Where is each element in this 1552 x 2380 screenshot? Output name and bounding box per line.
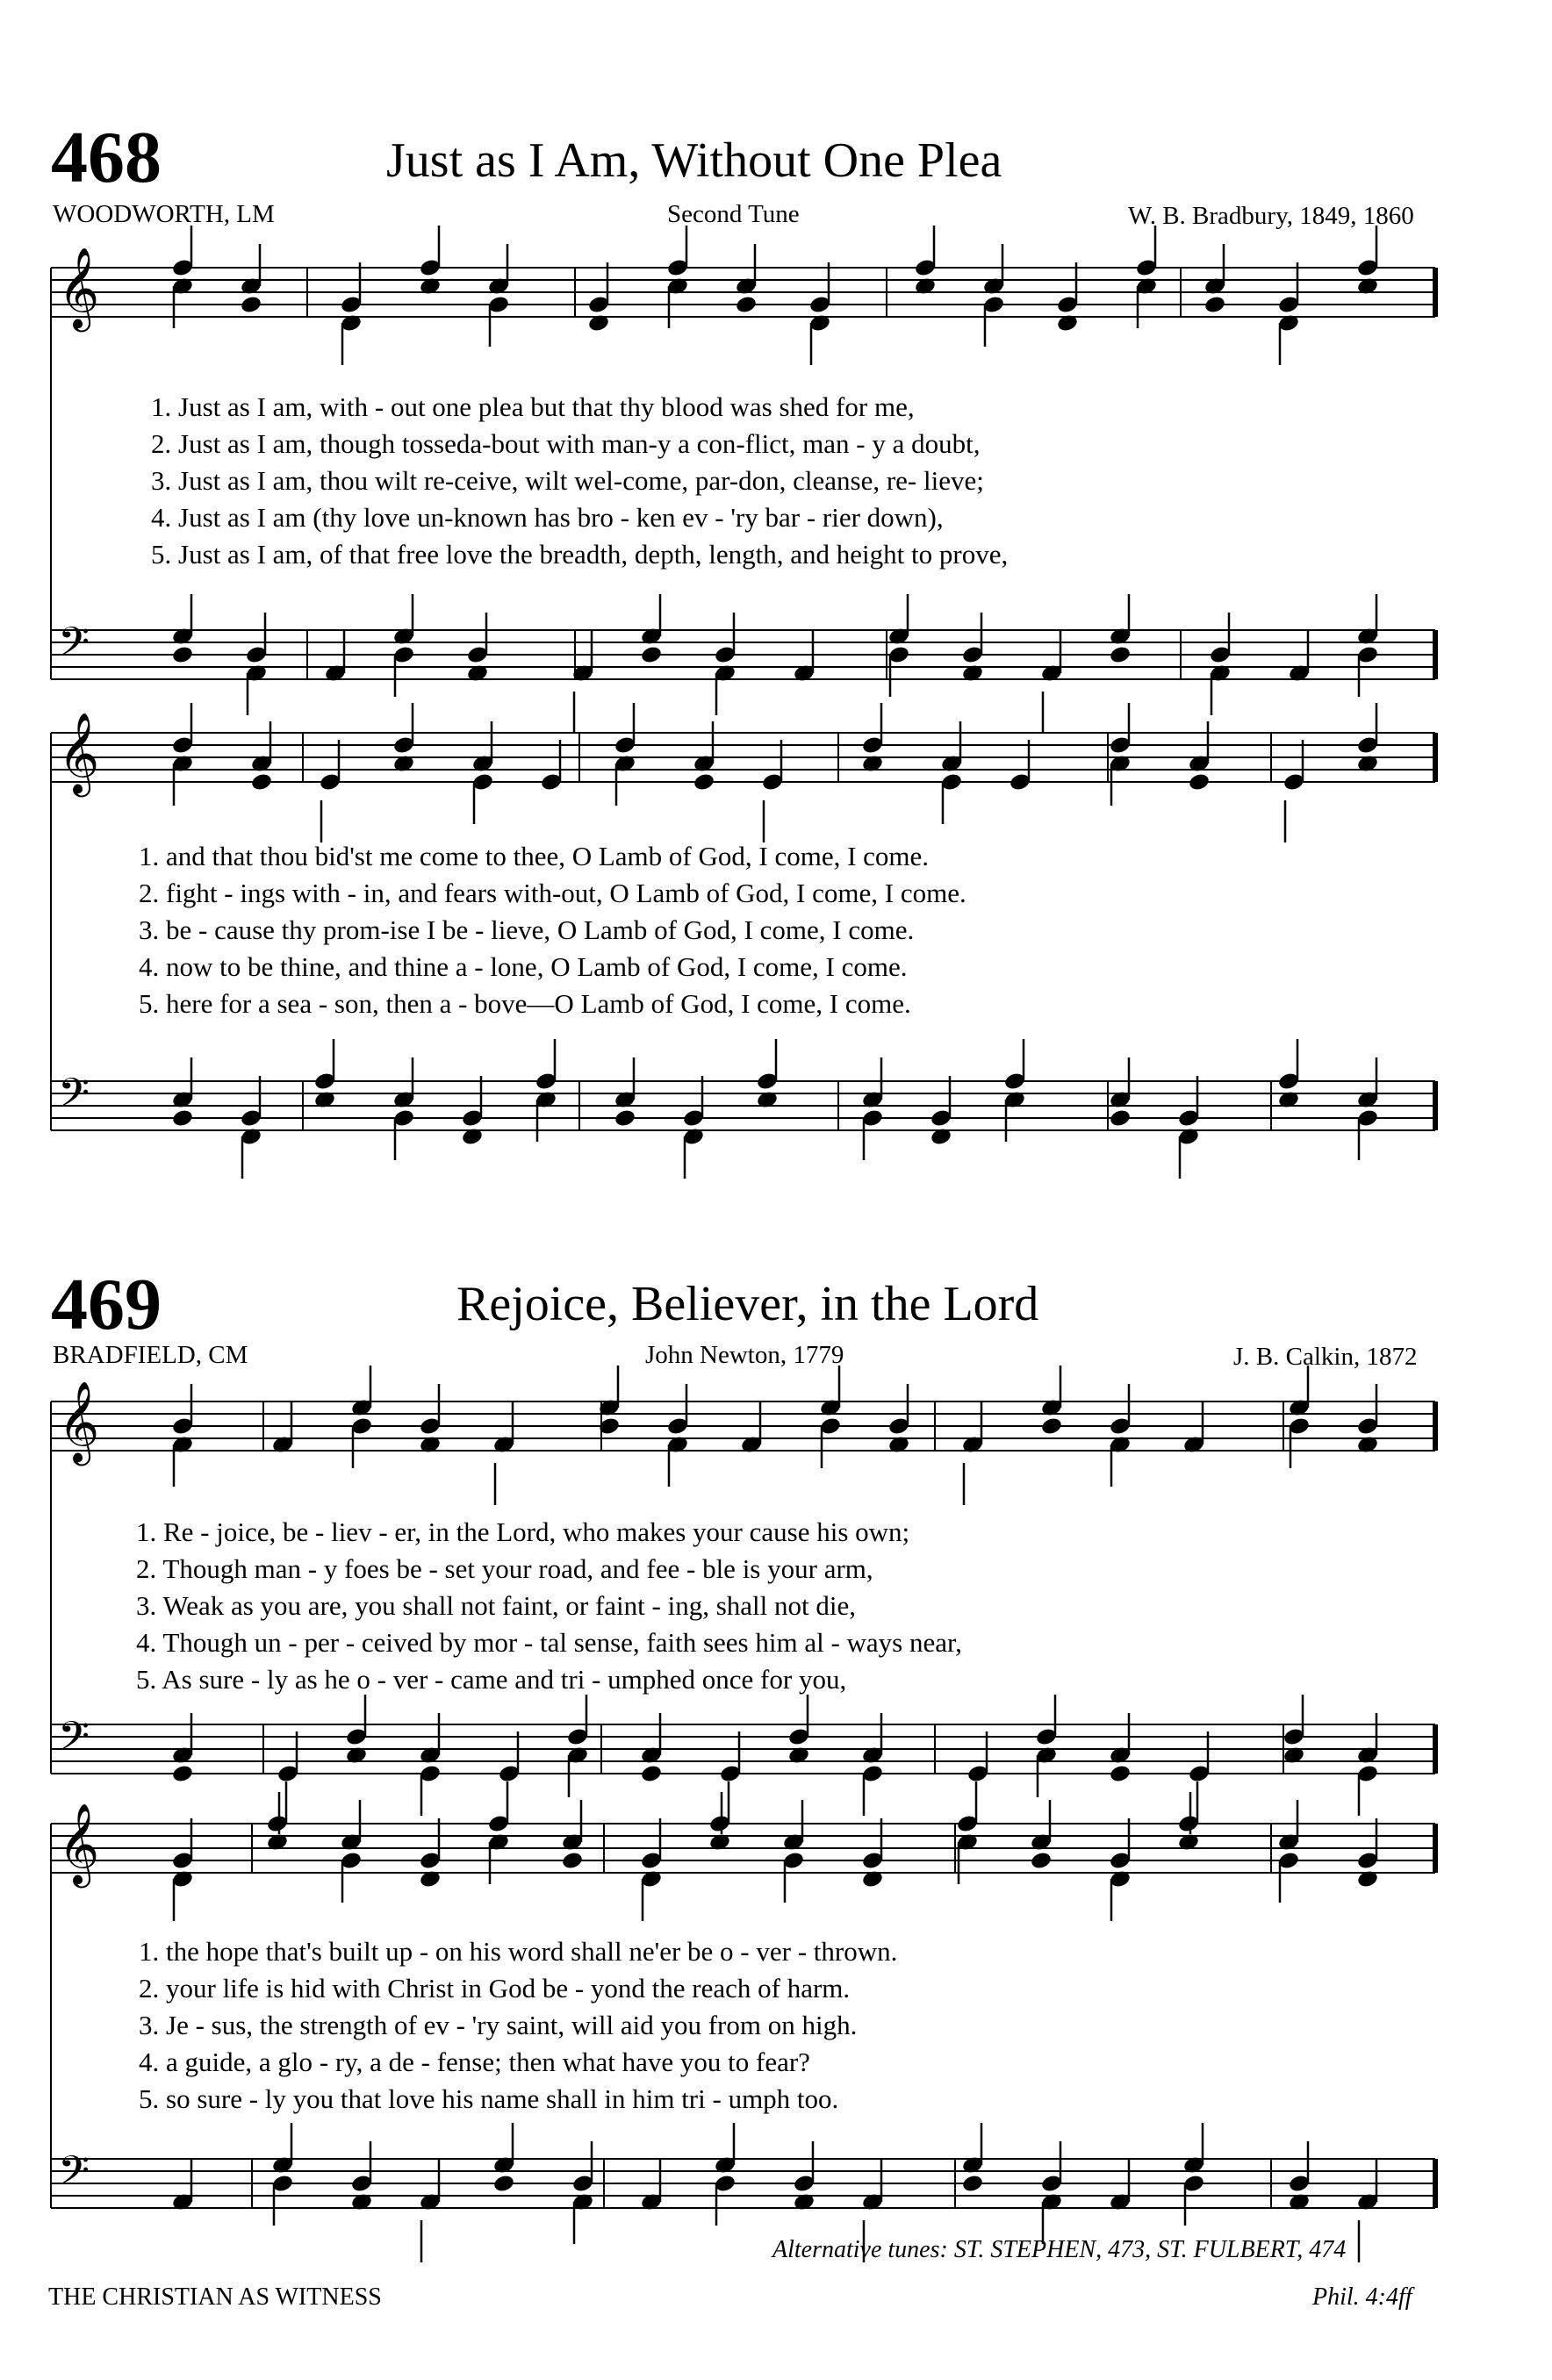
note-head: [1204, 295, 1226, 315]
treble-clef-icon: 𝄞: [58, 1380, 100, 1462]
bass-clef-icon: 𝄢: [58, 2147, 90, 2204]
note-head: [1109, 1764, 1132, 1784]
note-head: [171, 645, 194, 665]
lyric-line: 1. and that thou bid'st me come to thee, O Lamb of God, I come, I come.: [139, 841, 930, 871]
lyric-line: 3. Weak as you are, you shall not faint, or faint - ing, shall not die,: [136, 1590, 856, 1621]
bass-clef-icon: 𝄢: [58, 1713, 90, 1770]
scripture-reference: Phil. 4:4ff: [1312, 2283, 1412, 2311]
hymn-number-468: 468: [51, 117, 162, 198]
note-head: [735, 295, 758, 315]
lyric-line: 4. a guide, a glo - ry, a de - fense; then what have you to fear?: [139, 2047, 810, 2077]
lyric-line: 5. so sure - ly you that love his name shall in him tri - umph too.: [139, 2083, 839, 2114]
lyrics-469-a: [136, 1514, 962, 1698]
tune-name-469: BRADFIELD, CM: [53, 1341, 248, 1369]
lyric-line: 2. Just as I am, though tosseda-bout with man-y a con-flict, man - y a doubt,: [151, 428, 981, 459]
lyrics-468-b: [139, 838, 966, 1022]
note-head: [240, 295, 262, 315]
lyric-line: 3. Just as I am, thou wilt re-ceive, wilt wel-come, par-don, cleanse, re- lieve;: [151, 465, 984, 496]
treble-clef-icon: 𝄞: [58, 712, 100, 793]
lyric-line: 3. Je - sus, the strength of ev - 'ry saint, will aid you from on high.: [139, 2010, 858, 2040]
lyric-line: 2. fight - ings with - in, and fears with-out, O Lamb of God, I come, I come.: [139, 878, 966, 908]
lyric-line: 4. Just as I am (thy love un-known has bro - ken ev - 'ry bar - rier down),: [151, 502, 944, 533]
note-head: [250, 772, 273, 792]
lyric-line: 5. As sure - ly as he o - ver - came and tri - umphed once for you,: [136, 1664, 847, 1695]
composer-credit-468: W. B. Bradbury, 1849, 1860: [1128, 202, 1414, 230]
lyrics-468-a: [151, 389, 1008, 573]
note-head: [640, 1764, 663, 1784]
note-head: [1040, 1416, 1063, 1437]
composer-credit-469: J. B. Calkin, 1872: [1233, 1343, 1418, 1371]
note-head: [171, 1108, 194, 1129]
note-head: [561, 1851, 584, 1871]
lyric-line: 4. now to be thine, and thine a - lone, O Lamb of God, I come, I come.: [139, 951, 908, 982]
lyric-line: 2. your life is hid with Christ in God be - yond the reach of harm.: [139, 1973, 851, 2004]
lyric-line: 1. Just as I am, with - out one plea but that thy blood was shed for me,: [151, 391, 915, 422]
section-title: THE CHRISTIAN AS WITNESS: [48, 2283, 382, 2311]
note-head: [1109, 645, 1132, 665]
note-head: [614, 1108, 636, 1129]
bass-clef-icon: 𝄢: [58, 1070, 90, 1127]
center-credit-468: Second Tune: [667, 200, 800, 228]
hymn-number-469: 469: [51, 1264, 162, 1345]
bass-clef-icon: 𝄢: [58, 619, 90, 676]
note-head: [171, 1764, 194, 1784]
note-head: [1188, 772, 1211, 792]
center-credit-469: John Newton, 1779: [645, 1341, 844, 1369]
treble-clef-icon: 𝄞: [58, 1803, 100, 1884]
treble-clef-icon: 𝄞: [58, 247, 100, 328]
alternative-tunes: Alternative tunes: ST. STEPHEN, 473, ST. FULBERT, 474: [772, 2236, 1347, 2263]
lyrics-469-b: [139, 1933, 897, 2118]
note-head: [640, 645, 663, 665]
lyric-line: 5. here for a sea - son, then a - bove—O Lamb of God, I come, I come.: [139, 988, 911, 1019]
lyric-line: 4. Though un - per - ceived by mor - tal sense, faith sees him al - ways near,: [136, 1627, 962, 1658]
lyric-line: 1. Re - joice, be - liev - er, in the Lord, who makes your cause his own;: [136, 1516, 910, 1547]
hymn-title-468: Just as I Am, Without One Plea: [386, 133, 1002, 188]
lyric-line: 3. be - cause thy prom-ise I be - lieve, O Lamb of God, I come, I come.: [139, 914, 915, 945]
note-head: [1109, 1108, 1132, 1129]
tune-name-468: WOODWORTH, LM: [53, 200, 275, 228]
hymn-title-469: Rejoice, Believer, in the Lord: [456, 1277, 1039, 1331]
note-head: [693, 772, 715, 792]
note-head: [961, 2174, 984, 2194]
lyric-line: 1. the hope that's built up - on his word shall ne'er be o - ver - thrown.: [139, 1936, 898, 1967]
note-head: [492, 2174, 515, 2194]
lyric-line: 2. Though man - y foes be - set your road, and fee - ble is your arm,: [136, 1553, 873, 1584]
note-head: [1030, 1851, 1053, 1871]
lyric-line: 5. Just as I am, of that free love the breadth, depth, length, and height to prove,: [151, 539, 1009, 570]
